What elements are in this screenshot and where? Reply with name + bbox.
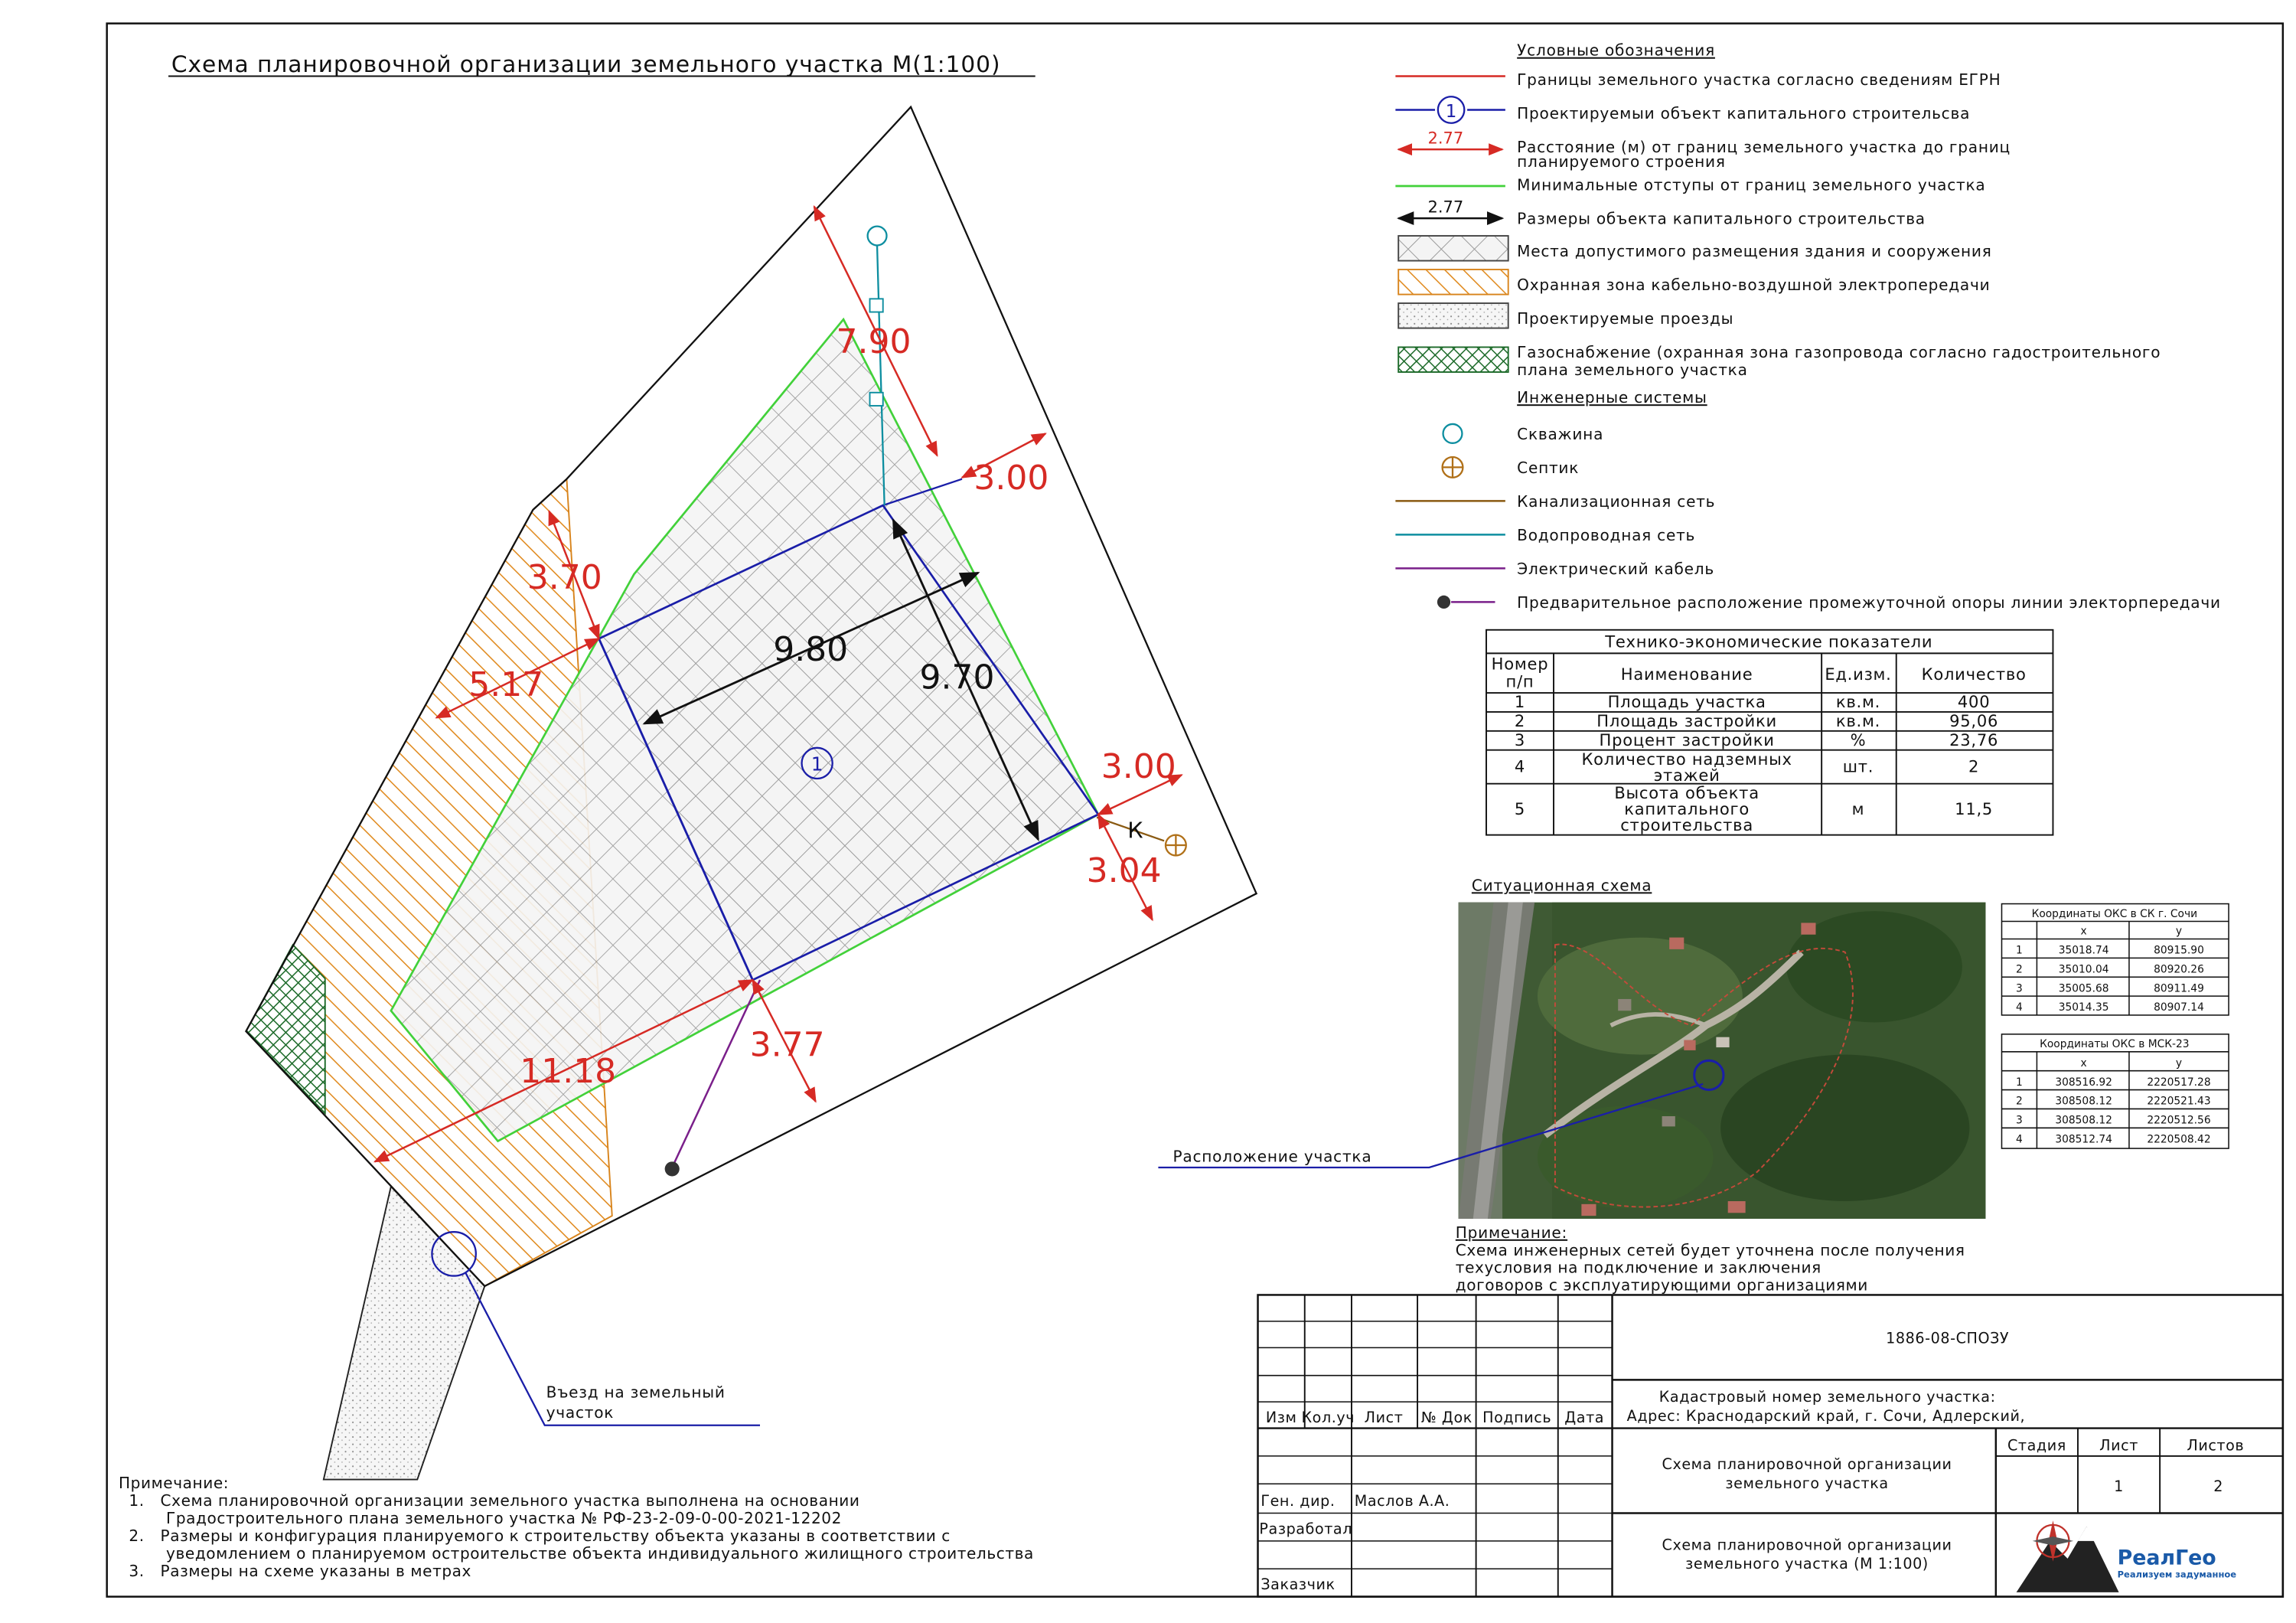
svg-text:Дата: Дата xyxy=(1564,1408,1605,1426)
gas-protection-zone xyxy=(246,945,325,1113)
dim-right: 3.00 xyxy=(1101,747,1176,787)
plan-title: Схема планировочной организации земельного участка М(1:100) xyxy=(171,50,1001,77)
svg-text:1. Схема планировочной орган: 1. Схема планировочной организации земельного участка выполнена на основании xyxy=(129,1491,860,1510)
svg-text:Ген. дир.: Ген. дир. xyxy=(1261,1491,1336,1510)
logo-name: РеалГео xyxy=(2117,1546,2216,1570)
svg-text:1: 1 xyxy=(2016,1076,2023,1089)
svg-text:Разработал: Разработал xyxy=(1259,1520,1353,1538)
svg-text:капитального: капитального xyxy=(1624,798,1750,818)
svg-text:11,5: 11,5 xyxy=(1955,798,1994,818)
dim-top: 7.90 xyxy=(836,322,912,362)
building-depth: 9.70 xyxy=(919,658,995,697)
svg-text:2.77: 2.77 xyxy=(1427,128,1464,148)
indicators-title: Технико-экономические показатели xyxy=(1605,632,1933,651)
sheet-number: 1 xyxy=(2114,1477,2124,1495)
svg-text:Градостроительного плана земел: Градостроительного плана земельного участка № РФ-23-2-09-0-00-2021-12202 xyxy=(129,1508,843,1527)
svg-text:Ед.изм.: Ед.изм. xyxy=(1825,664,1892,684)
svg-text:Примечание:: Примечание: xyxy=(1455,1223,1568,1242)
svg-text:м: м xyxy=(1851,798,1865,818)
legend-item-well: Скважина xyxy=(1517,425,1604,444)
cadastral-number-label: Кадастровый номер земельного участка: xyxy=(1658,1388,1996,1406)
svg-text:земельного участка: земельного участка xyxy=(1725,1474,1889,1493)
entry-label-line2: участок xyxy=(546,1403,615,1422)
svg-text:5: 5 xyxy=(1514,798,1526,818)
legend-item-pole: Предварительное расположение промежуточной опоры линии электорпередачи xyxy=(1517,593,2221,612)
svg-text:уведомлением о планируемом ост: уведомлением о планируемом остроительстве объекта индивидуального жилищного строительства xyxy=(129,1543,1034,1563)
legend-item-driveway: Проектируемые проезды xyxy=(1517,309,1734,328)
legend-item-gas: Газоснабжение (охранная зона газопровода согласно гадостроительного xyxy=(1517,342,2161,361)
coords-msk-title: Координаты ОКС в МСК-23 xyxy=(2040,1038,2190,1051)
svg-text:техусловия на подключение и за: техусловия на подключение и заключения xyxy=(1455,1258,1821,1277)
svg-text:x: x xyxy=(2080,925,2087,938)
building-width: 9.80 xyxy=(773,629,849,669)
svg-text:2.77: 2.77 xyxy=(1427,197,1464,217)
svg-text:Наименование: Наименование xyxy=(1620,664,1753,684)
svg-text:2220521.43: 2220521.43 xyxy=(2147,1095,2211,1108)
well-icon xyxy=(868,227,887,246)
legend-item-egrn: Границы земельного участка согласно сведениям ЕГРН xyxy=(1517,70,2001,89)
legend-item-allowed-area: Места допустимого размещения здания и сооружения xyxy=(1517,241,1992,260)
svg-text:4: 4 xyxy=(2016,1133,2023,1146)
dim-right-bottom: 3.04 xyxy=(1086,851,1162,890)
svg-text:Номер: Номер xyxy=(1491,654,1549,674)
svg-text:2220517.28: 2220517.28 xyxy=(2147,1076,2211,1089)
svg-text:кв.м.: кв.м. xyxy=(1835,692,1881,712)
company-logo xyxy=(2017,1520,2237,1592)
svg-text:Высота объекта: Высота объекта xyxy=(1614,782,1760,802)
svg-text:80911.49: 80911.49 xyxy=(2154,982,2204,995)
svg-text:1: 1 xyxy=(2016,944,2023,957)
svg-text:кв.м.: кв.м. xyxy=(1835,711,1881,731)
svg-text:80920.26: 80920.26 xyxy=(2154,963,2204,976)
legend-item-power-zone: Охранная зона кабельно-воздушной электропередачи xyxy=(1517,275,1991,294)
svg-text:2: 2 xyxy=(1514,711,1526,731)
legend xyxy=(1395,41,2220,612)
legend-item-septic: Септик xyxy=(1517,459,1580,478)
legend-item-sewer: Канализационная сеть xyxy=(1517,492,1716,511)
svg-text:шт.: шт. xyxy=(1842,756,1874,776)
svg-text:y: y xyxy=(2175,925,2183,938)
svg-text:Схема инженерных сетей будет у: Схема инженерных сетей будет уточнена после получения xyxy=(1455,1240,1965,1259)
svg-text:308512.74: 308512.74 xyxy=(2055,1133,2112,1146)
svg-text:80915.90: 80915.90 xyxy=(2154,944,2204,957)
svg-text:Изм: Изм xyxy=(1265,1408,1297,1426)
svg-text:Площадь участка: Площадь участка xyxy=(1607,692,1766,712)
dim-bottom-left: 11.18 xyxy=(520,1052,617,1092)
svg-text:3: 3 xyxy=(2016,982,2023,995)
svg-text:3: 3 xyxy=(2016,1114,2023,1127)
svg-text:Кол.уч: Кол.уч xyxy=(1301,1408,1355,1426)
svg-text:этажей: этажей xyxy=(1653,765,1720,785)
site-location-label: Расположение участка xyxy=(1172,1147,1372,1166)
entry-label-line1: Въезд на земельный xyxy=(546,1383,726,1402)
svg-text:Лист: Лист xyxy=(2099,1436,2138,1455)
general-notes xyxy=(119,1474,1034,1580)
svg-text:23,76: 23,76 xyxy=(1949,730,1999,749)
svg-text:п/п: п/п xyxy=(1505,671,1534,691)
coords-sochi-title: Координаты ОКС в СК г. Сочи xyxy=(2031,907,2198,920)
document-code: 1886-08-СПОЗУ xyxy=(1886,1329,2010,1347)
svg-text:Количество: Количество xyxy=(1921,664,2027,684)
sheet-count: 2 xyxy=(2213,1477,2224,1495)
svg-text:Заказчик: Заказчик xyxy=(1261,1576,1336,1594)
svg-text:Стадия: Стадия xyxy=(2007,1436,2066,1455)
svg-text:4: 4 xyxy=(1514,756,1526,776)
legend-item-building: Проектируемыи объект капитального строительсва xyxy=(1517,103,1971,122)
svg-text:%: % xyxy=(1850,730,1867,749)
svg-text:2: 2 xyxy=(1968,756,1980,776)
svg-text:1: 1 xyxy=(1445,102,1457,122)
svg-text:Схема планировочной организаци: Схема планировочной организации xyxy=(1662,1455,1952,1474)
svg-text:2. Размеры и конфигурация пл: 2. Размеры и конфигурация планируемого к строительству объекта указаны в соответствии с xyxy=(129,1526,951,1545)
engineering-heading: Инженерные системы xyxy=(1517,388,1707,407)
legend-item-dimensions: Размеры объекта капитального строительства xyxy=(1517,209,1926,228)
svg-text:Листов: Листов xyxy=(2187,1436,2245,1455)
svg-text:400: 400 xyxy=(1957,692,1991,712)
svg-text:Процент застройки: Процент застройки xyxy=(1599,730,1775,749)
svg-text:строительства: строительства xyxy=(1620,815,1754,834)
svg-text:95,06: 95,06 xyxy=(1949,711,1999,731)
svg-text:35010.04: 35010.04 xyxy=(2058,963,2109,976)
site-plan xyxy=(246,107,1256,1480)
logo-slogan: Реализуем задуманное xyxy=(2117,1569,2237,1580)
svg-text:Примечание:: Примечание: xyxy=(118,1474,230,1493)
svg-text:земельного участка (М 1:100): земельного участка (М 1:100) xyxy=(1685,1555,1929,1573)
coords-table-sochi xyxy=(2001,904,2229,1015)
indicators-table xyxy=(1486,630,2053,835)
legend-item-cable: Электрический кабель xyxy=(1517,560,1715,579)
svg-text:y: y xyxy=(2175,1056,2183,1069)
svg-text:35005.68: 35005.68 xyxy=(2058,982,2109,995)
dim-left: 5.17 xyxy=(468,665,544,704)
svg-text:3. Размеры на схеме указаны: 3. Размеры на схеме указаны в метрах xyxy=(129,1561,472,1580)
svg-text:3: 3 xyxy=(1514,730,1526,749)
svg-text:№ Док: № Док xyxy=(1420,1408,1473,1426)
svg-text:Схема планировочной организаци: Схема планировочной организации xyxy=(1662,1536,1952,1554)
power-pole-icon xyxy=(665,1161,680,1176)
legend-item-water: Водопроводная сеть xyxy=(1517,526,1696,545)
address-label: Адрес: Краснодарский край, г. Сочи, Адлерский, xyxy=(1626,1406,2026,1425)
dim-left-top: 3.70 xyxy=(527,558,602,598)
svg-text:договоров с эксплуатирующими о: договоров с эксплуатирующими организациями xyxy=(1455,1275,1868,1295)
svg-text:35014.35: 35014.35 xyxy=(2058,1001,2109,1014)
svg-text:Маслов А.А.: Маслов А.А. xyxy=(1354,1491,1450,1510)
legend-item-setback: Минимальные отступы от границ земельного участка xyxy=(1517,175,1986,194)
svg-text:308508.12: 308508.12 xyxy=(2055,1114,2112,1127)
svg-text:2: 2 xyxy=(2016,1095,2023,1108)
svg-text:Подпись: Подпись xyxy=(1482,1408,1552,1426)
svg-text:Количество надземных: Количество надземных xyxy=(1581,749,1792,769)
svg-text:планируемого строения: планируемого строения xyxy=(1517,152,1726,171)
svg-text:плана земельного участка: плана земельного участка xyxy=(1517,360,1748,379)
svg-text:x: x xyxy=(2080,1056,2087,1069)
situation-title: Ситуационная схема xyxy=(1471,876,1652,895)
svg-text:4: 4 xyxy=(2016,1001,2023,1014)
svg-text:308516.92: 308516.92 xyxy=(2055,1076,2112,1089)
svg-text:Лист: Лист xyxy=(1364,1408,1404,1426)
svg-text:35018.74: 35018.74 xyxy=(2058,944,2109,957)
legend-heading: Условные обозначения xyxy=(1517,41,1715,60)
svg-text:1: 1 xyxy=(810,753,823,776)
dim-top-right: 3.00 xyxy=(974,459,1049,498)
svg-text:Площадь застройки: Площадь застройки xyxy=(1596,711,1777,731)
svg-text:1: 1 xyxy=(1514,692,1526,712)
svg-text:2220508.42: 2220508.42 xyxy=(2147,1133,2211,1146)
septic-label: К xyxy=(1127,817,1143,844)
svg-text:80907.14: 80907.14 xyxy=(2154,1001,2204,1014)
legend-item-distance: Расстояние (м) от границ земельного участка до границ xyxy=(1517,137,2011,156)
situation-map xyxy=(1459,903,1986,1219)
svg-text:2: 2 xyxy=(2016,963,2023,976)
coords-table-msk23 xyxy=(2001,1034,2229,1148)
svg-text:2220512.56: 2220512.56 xyxy=(2147,1114,2211,1127)
svg-text:308508.12: 308508.12 xyxy=(2055,1095,2112,1108)
dim-bottom: 3.77 xyxy=(749,1025,825,1065)
engineering-note xyxy=(1456,1223,1965,1295)
